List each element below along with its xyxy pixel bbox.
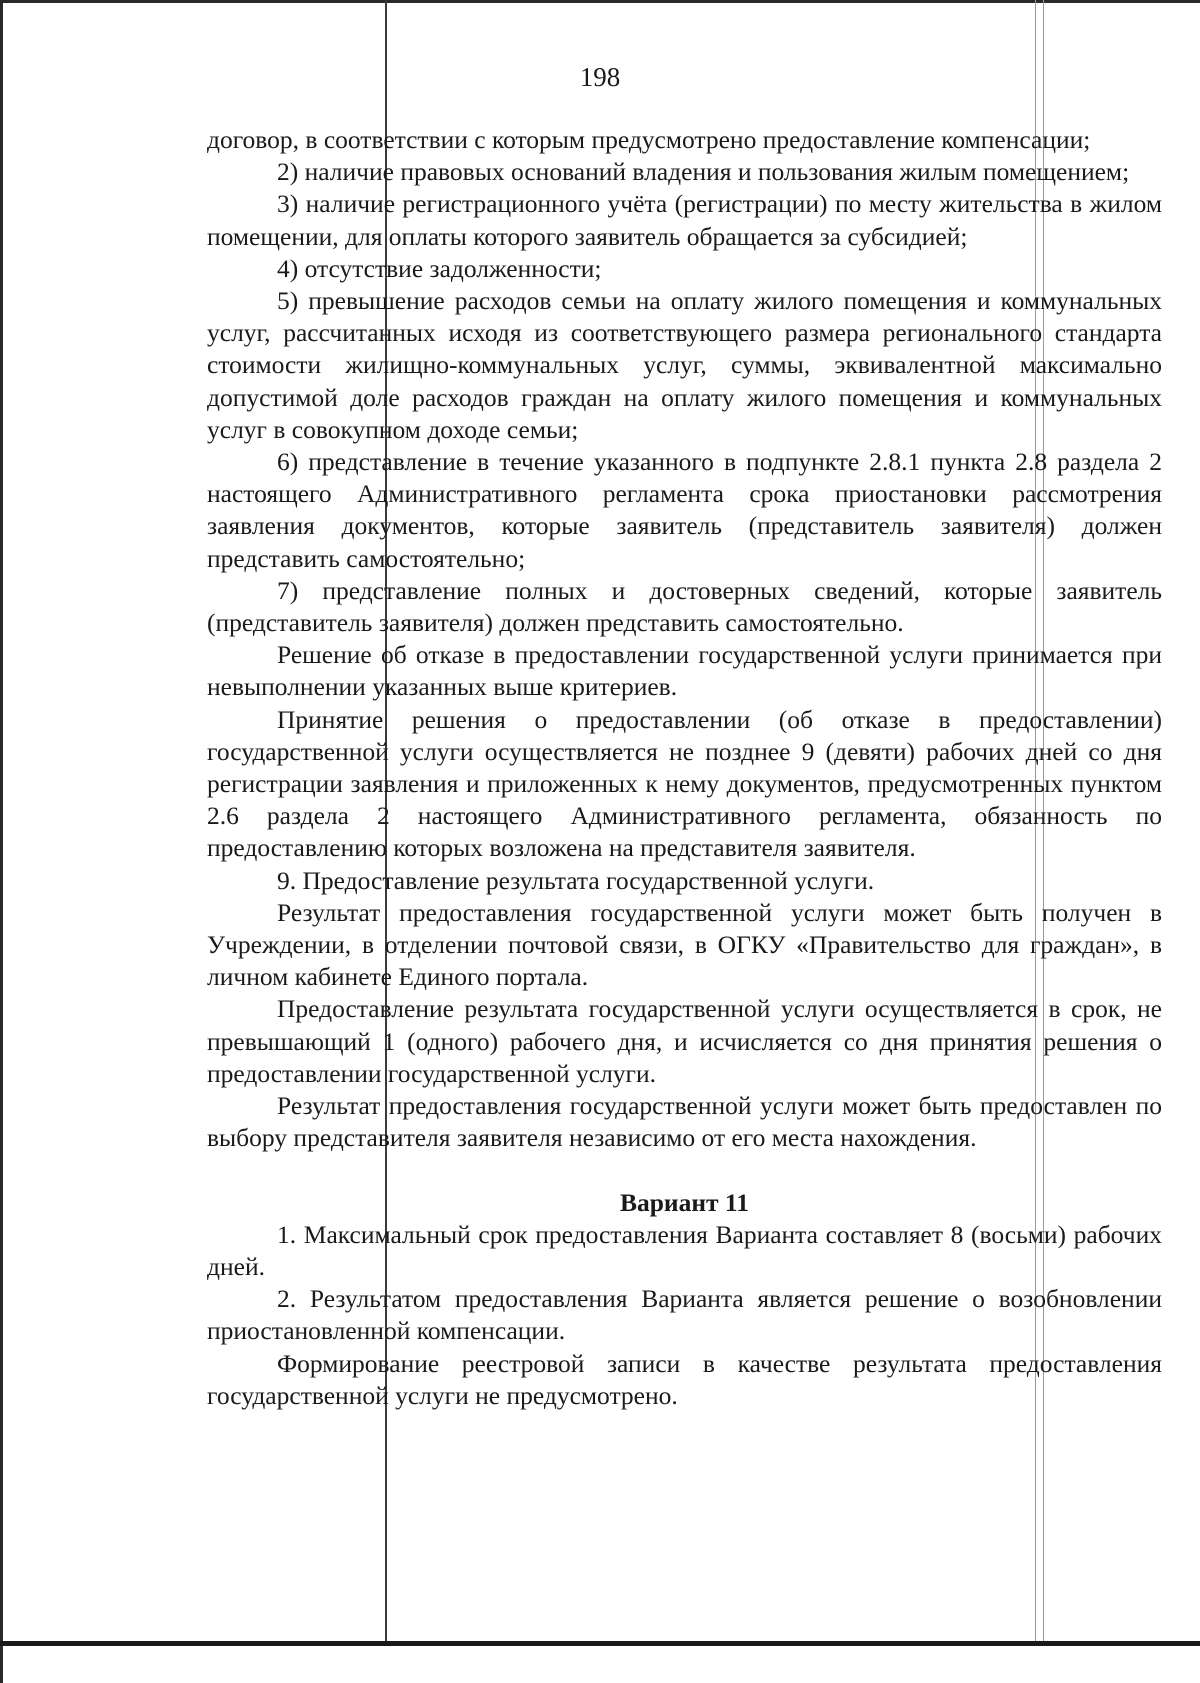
paragraph: Предоставление результата государственной услуги осуществляется в срок, не превышающий 1 (одного) рабочего дня, и исчисляется со дня принятия решения о предоставлении государственной услуги. <box>207 994 1162 1088</box>
list-item: 5) превышение расходов семьи на оплату жилого помещения и коммунальных услуг, рассчитанных исходя из соответствующего размера регионального стандарта стоимости жилищно-коммунальных услуг, суммы, эквивалентной максимально допустимой доле расходов граждан на оплату жилого помещения и коммунальных услуг в совокупном доходе семьи; <box>207 286 1162 444</box>
section-item: 9. Предоставление результата государственной услуги. <box>277 865 875 895</box>
document-body <box>207 124 1162 1412</box>
section-heading: Вариант 11 <box>619 1187 750 1217</box>
list-item: 3) наличие регистрационного учёта (регистрации) по месту жительства в жилом помещении, для оплаты которого заявитель обращается за субсидией; <box>207 189 1162 251</box>
list-item: 6) представление в течение указанного в подпункте 2.8.1 пункта 2.8 раздела 2 настоящего Административного регламента срока приостановки рассмотрения заявления документов, которые заявитель (представитель заявителя) должен представить самостоятельно; <box>207 447 1162 573</box>
paragraph: Результат предоставления государственной услуги может быть предоставлен по выбору представителя заявителя независимо от его места нахождения. <box>207 1091 1162 1153</box>
scan-border-left <box>0 0 3 1683</box>
scan-border-bottom <box>0 1641 1200 1646</box>
paragraph: Решение об отказе в предоставлении государственной услуги принимается при невыполнении указанных выше критериев. <box>207 640 1162 702</box>
paragraph: Формирование реестровой записи в качестве результата предоставления государственной услуги не предусмотрено. <box>207 1348 1162 1410</box>
paragraph: договор, в соответствии с которым предусмотрено предоставление компенсации; <box>207 125 1091 154</box>
scan-border-top <box>0 0 1200 3</box>
list-item: 1. Максимальный срок предоставления Варианта составляет 8 (восьми) рабочих дней. <box>207 1219 1162 1281</box>
paragraph: Результат предоставления государственной услуги может быть получен в Учреждении, в отделении почтовой связи, в ОГКУ «Правительство для граждан», в личном кабинете Единого портала. <box>207 897 1162 992</box>
list-item: 2. Результатом предоставления Варианта является решение о возобновлении приостановленной компенсации. <box>207 1284 1162 1346</box>
page-number: 198 <box>579 62 621 92</box>
list-item: 7) представление полных и достоверных сведений, которые заявитель (представитель заявителя) должен представить самостоятельно. <box>207 575 1162 638</box>
list-item: 4) отсутствие задолженности; <box>277 253 602 283</box>
paragraph: Принятие решения о предоставлении (об отказе в предоставлении) государственной услуги осуществляется не позднее 9 (девяти) рабочих дней со дня регистрации заявления и приложенных к нему документов, предусмотренных пунктом 2.6 раздела 2 настоящего Административного регламента, обязанность по предоставлению которых возложена на представителя заявителя. <box>207 704 1162 863</box>
list-item: 2) наличие правовых оснований владения и пользования жилым помещением; <box>277 157 1130 187</box>
